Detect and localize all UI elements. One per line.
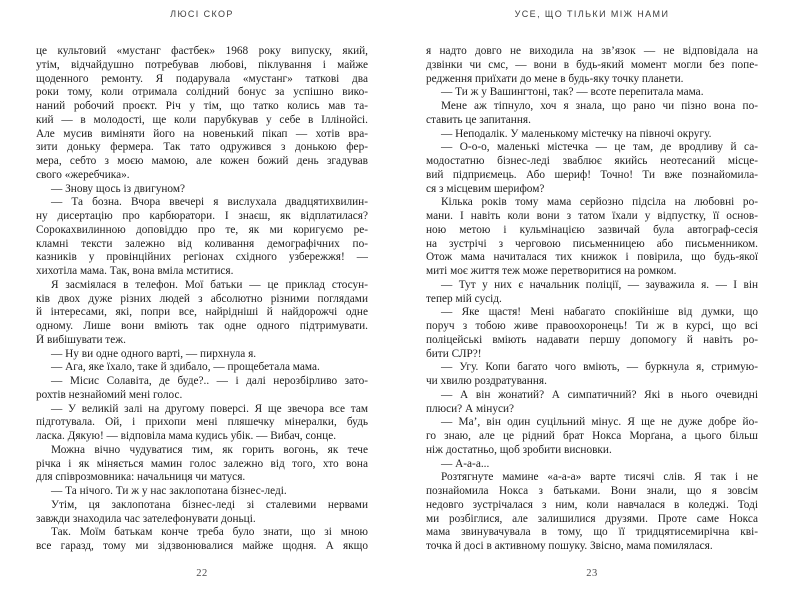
text-line: ми розбіглися, але залишилися друзями. Проте саме Нокса — [426, 512, 758, 525]
page-left — [36, 0, 368, 600]
text-line: — Ага, яке їхало, таке й здибало, — прощебетала мама. — [51, 361, 320, 374]
text-line: щоденного ремонту. Я подарувала «мустанг» таткові два — [36, 72, 368, 85]
text-line: поруч з тобою живе правоохоронець! Ти ж в курсі, що всі — [426, 320, 758, 332]
text-line: — Яке щастя! Мені набагато спокійніше від думки, що — [441, 306, 758, 319]
text-line: — Неподалік. У маленькому містечку на півночі округу. — [441, 127, 712, 140]
text-line: це культовий «мустанг фастбек» 1968 року випуску, який, — [36, 45, 368, 57]
text-line: ну дисертацію про карбюратори. І знаєш, як відплатилася? — [36, 210, 368, 222]
text-line: — Та бозна. Вчора ввечері я вислухала двадцятихвилин- — [51, 196, 368, 209]
text-line: кламні тексти залежно від коливання демографічних по- — [36, 237, 368, 250]
text-line: роки тому, коли отримала солідний бонус за успішно вико- — [36, 86, 368, 99]
text-line: Сорокахвилинною доповіддю про те, як ми коригуємо ре- — [36, 223, 368, 236]
text-line: й інтересами, які, попри все, найрідніші й найдорожчі одне — [36, 306, 368, 319]
text-line: ся з місцевим шерифом? — [426, 182, 545, 195]
text-line: одному. Лише вони вміють так одне одного підтримувати. — [36, 320, 368, 332]
text-line: Можна вічно чудуватися тим, як горить вогонь, як тече — [51, 443, 368, 456]
text-line: — Тут у них є начальник поліції, — зауважила я. — І він — [441, 278, 758, 291]
text-line: плюси? А мінуси? — [426, 402, 515, 415]
text-line: Розтягнуте мамине «а-а-а» варте тисячі слів. Я так і не — [441, 471, 758, 484]
text-line: тепер мій сусід. — [426, 292, 502, 305]
text-line: — Угу. Копи багато чого вміють, — буркнула я, стримую- — [441, 361, 758, 374]
text-line: на зустрічі з черговою письменницею або письменником. — [426, 237, 758, 250]
text-line: мама звинувачувала в тому, що її тридцятисемирічна кві- — [426, 526, 758, 539]
text-line: ків двох дуже різних людей з абсолютно різними поглядами — [36, 292, 368, 305]
text-line: мани. І навіть коли вони з татом їхали у відпустку, її основ- — [426, 210, 758, 222]
text-line: — Місис Солавіта, де буде?.. — і далі нерозбірливо зато- — [51, 375, 368, 387]
page-number-left: 22 — [196, 568, 208, 579]
text-line: — У великій залі на другому поверсі. Я ще звечора все там — [51, 402, 368, 415]
text-line: чи хвилю роздратування. — [426, 375, 547, 387]
text-line: го знаю, але це рідний брат Нокса Морґана, а цього більш — [426, 430, 758, 442]
running-header-title: УСЕ, ЩО ТІЛЬКИ МІЖ НАМИ — [514, 9, 670, 19]
text-line: річка і як міняється мамин голос залежно від того, хто вона — [36, 457, 368, 470]
text-line: модостатню бізнес-леді зваблює якийсь неотесаний місце- — [426, 155, 758, 167]
text-line: казників у провінційних регіонах східного узбережжя! — — [36, 251, 368, 264]
text-line: Отож мама начиталася тих книжок і повірила, що будь-якої — [426, 251, 758, 264]
text-line: підготувала. Ой, і прихопи мені пляшечку мінералки, будь — [36, 416, 368, 429]
text-line: Але мусив виміняти його на новенький пікап — хотів вра- — [36, 127, 368, 140]
text-line: вий підприємець. Або шериф! Точно! Ти вже познайомила- — [426, 168, 758, 181]
text-line: Так. Моїм батькам конче треба було знати, що зі мною — [51, 526, 368, 539]
page-number-right: 23 — [586, 568, 598, 579]
text-line: Кілька років тому мама серйозно підсіла на любовні ро- — [441, 196, 758, 209]
text-line: — О-о-о, маленькі містечка — це там, де вродливу й са- — [441, 141, 758, 154]
text-line: рохтів незнайомий мені голос. — [36, 388, 183, 401]
page-right — [426, 0, 758, 600]
text-line: утім, відчайдушно потребував любові, піклування і майже — [36, 58, 368, 71]
text-line: наний робочий проєкт. Річ у тім, що татко колись мав та- — [36, 100, 368, 112]
text-line: — Ма’, він один суцільний мінус. Я ще не дуже добре йо- — [441, 416, 758, 429]
text-line: — А-а-а... — [441, 457, 490, 470]
text-line: мера, себто з моєю мамою, але кожен божий день згадував — [36, 155, 368, 167]
page-right-text-block — [426, 45, 758, 554]
text-line: миті моє життя теж може перетворитися на ромком. — [426, 265, 677, 277]
text-line: кий — в молодості, ще коли парубкував у себе в Іллінойсі. — [36, 113, 368, 126]
text-line: — Та нічого. Ти ж у нас заклопотана бізнес-леді. — [51, 485, 287, 497]
text-line: познайомила Нокса з батьками. Вони знали, що я зовсім — [426, 485, 758, 497]
text-line: хихотіла мама. Так, вона вміла мститися. — [36, 265, 234, 277]
running-header-author: ЛЮСІ СКОР — [170, 9, 234, 19]
text-line: бити СЛР?! — [426, 347, 482, 360]
text-line: свого «жеребчика». — [36, 168, 130, 181]
text-line: — А він жонатий? А симпатичний? Які в нього очевидні — [441, 388, 758, 401]
text-line: ніж достатньо, щоб зробити висновки. — [426, 443, 612, 456]
text-line: Мене аж тіпнуло, хоч я знала, що рано чи пізно вона по- — [441, 100, 758, 112]
text-line: ласка. Дякую! — відповіла мама кудись убік. — Вибач, сонце. — [36, 430, 337, 442]
text-line: Утім, ця заклопотана бізнес-леді зі сталевими нервами — [51, 498, 368, 511]
text-line: ною метою і кульмінацією зазвичай була автограф-сесія — [426, 223, 758, 236]
page-left-text-block — [36, 45, 368, 554]
text-line: поліцейські вміють надавати першу допомогу й навіть ро- — [426, 333, 758, 346]
text-line: — Ну ви одне одного варті, — пирхнула я. — [51, 347, 257, 360]
text-line: завжди знаходила час зателефонувати доньці. — [36, 512, 256, 525]
text-line: редження приїхати до мене в будь-яку точку планети. — [426, 72, 684, 85]
text-line: Й вибішувати теж. — [36, 333, 126, 346]
text-line: дзвінки чи смс, — вони в будь-який момент могли без попе- — [426, 58, 758, 71]
text-line: все гаразд, тому ми зідзвонювалися майже щодня. А якщо — [36, 540, 368, 552]
text-line: я надто довго не виходила на зв’язок — не відповідала на — [426, 45, 758, 57]
text-line: зити доньку фермера. Так тато одружився з донькою фер- — [36, 141, 368, 154]
text-line: — Ти ж у Вашингтоні, так? — всоте перепитала мама. — [441, 86, 704, 99]
text-line: Я засміялася в телефон. Мої батьки — це приклад стосун- — [51, 278, 368, 291]
text-line: — Знову щось із двигуном? — [51, 182, 185, 195]
text-line: ставить це запитання. — [426, 113, 531, 126]
text-line: недовго зустрічалася з ним, коли навчалася в коледжі. Тоді — [426, 498, 758, 511]
text-line: для співрозмовника: начальниця чи матуся. — [36, 471, 246, 484]
text-line: точка й досі в активному пошуку. Звісно, мама помилялася. — [426, 540, 713, 552]
